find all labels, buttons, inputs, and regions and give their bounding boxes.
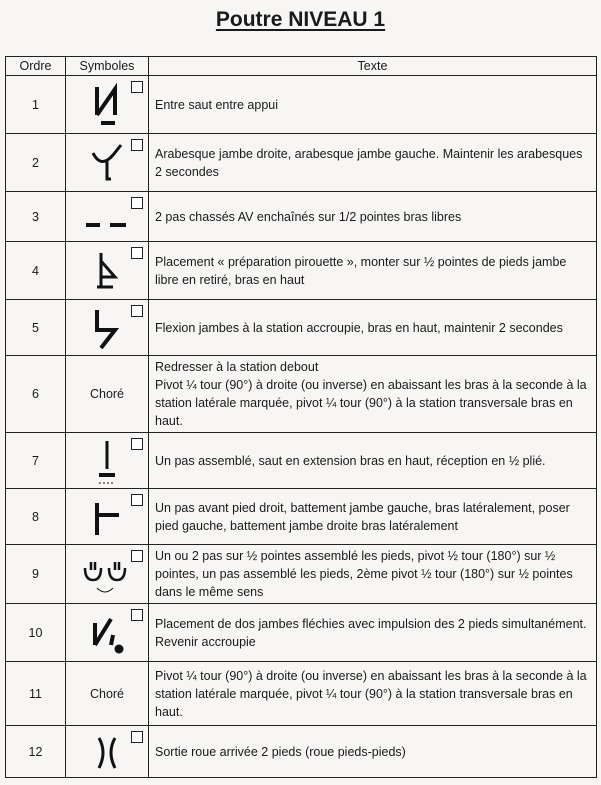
table-row xyxy=(6,242,597,300)
checkbox[interactable] xyxy=(131,438,143,450)
header-order: Ordre xyxy=(6,57,66,76)
row-symbol xyxy=(66,433,149,489)
page-title: Poutre NIVEAU 1 xyxy=(215,8,386,31)
row-symbol xyxy=(66,356,149,433)
row-text: Un pas assemblé, saut en extension bras en haut, réception en ½ plié. xyxy=(149,433,597,489)
row-order: 4 xyxy=(6,242,66,300)
table-row xyxy=(6,726,597,778)
checkbox[interactable] xyxy=(131,305,143,317)
checkbox[interactable] xyxy=(131,731,143,743)
row-symbol xyxy=(66,662,149,726)
row-symbol xyxy=(66,242,149,300)
table-row xyxy=(6,192,597,242)
exercise-table xyxy=(5,56,597,778)
row-order: 5 xyxy=(6,300,66,356)
table-row xyxy=(6,300,597,356)
row-order: 1 xyxy=(6,76,66,134)
saut-extension-icon xyxy=(87,437,127,485)
row-text: Un pas avant pied droit, battement jambe gauche, bras latéralement, poser pied gauche, battement jambe droite bras latéralement xyxy=(149,489,597,545)
row-text: Sortie roue arrivée 2 pieds (roue pieds-pieds) xyxy=(149,726,597,778)
row-text: Entre saut entre appui xyxy=(149,76,597,134)
row-order: 10 xyxy=(6,604,66,662)
table-row xyxy=(6,604,597,662)
table-row xyxy=(6,489,597,545)
checkbox[interactable] xyxy=(131,197,143,209)
pivot-icon xyxy=(79,550,135,598)
checkbox[interactable] xyxy=(131,139,143,151)
arabesque-icon xyxy=(87,139,127,187)
checkbox[interactable] xyxy=(131,550,143,562)
checkbox[interactable] xyxy=(131,494,143,506)
row-symbol xyxy=(66,192,149,242)
row-text: Redresser à la station debout Pivot ¼ tour (90°) à droite (ou inverse) en abaissant les bras à la seconde à la station latérale marquée, pivot ¼ tour (90°) à la station transversale bras en haut. xyxy=(149,356,597,433)
row-symbol xyxy=(66,726,149,778)
checkbox[interactable] xyxy=(131,609,143,621)
row-text: Un ou 2 pas sur ½ pointes assemblé les pieds, pivot ½ tour (180°) sur ½ pointes, un pas assemblé les pieds, 2ème pivot ½ tour (180°) sur ½ pointes dans le même sens xyxy=(149,545,597,604)
row-order: 8 xyxy=(6,489,66,545)
checkbox[interactable] xyxy=(131,81,143,93)
row-text: Flexion jambes à la station accroupie, bras en haut, maintenir 2 secondes xyxy=(149,300,597,356)
entre-saut-icon xyxy=(87,81,127,129)
checkbox[interactable] xyxy=(131,247,143,259)
row-symbol xyxy=(66,76,149,134)
symbol-text: Choré xyxy=(89,686,125,701)
table-row xyxy=(6,545,597,604)
pirouette-icon xyxy=(87,247,127,295)
table-row xyxy=(6,134,597,192)
row-text: 2 pas chassés AV enchaînés sur 1/2 pointes bras libres xyxy=(149,192,597,242)
flexion-icon xyxy=(87,304,127,352)
row-symbol xyxy=(66,134,149,192)
table-row xyxy=(6,433,597,489)
row-order: 12 xyxy=(6,726,66,778)
row-order: 2 xyxy=(6,134,66,192)
row-text: Placement « préparation pirouette », monter sur ½ pointes de pieds jambe libre en retiré, bras en haut xyxy=(149,242,597,300)
row-order: 9 xyxy=(6,545,66,604)
dos-impulsion-icon xyxy=(87,609,127,657)
table-row xyxy=(6,356,597,433)
symbol-text: Choré xyxy=(89,387,125,401)
row-symbol xyxy=(66,545,149,604)
pas-chasses-icon xyxy=(82,197,132,237)
table-row xyxy=(6,662,597,726)
table-row xyxy=(6,76,597,134)
battement-icon xyxy=(87,493,127,541)
row-text: Arabesque jambe droite, arabesque jambe gauche. Maintenir les arabesques 2 secondes xyxy=(149,134,597,192)
row-symbol xyxy=(66,604,149,662)
row-order: 6 xyxy=(6,356,66,433)
row-order: 11 xyxy=(6,662,66,726)
row-symbol xyxy=(66,300,149,356)
row-order: 7 xyxy=(6,433,66,489)
header-symbols: Symboles xyxy=(66,57,149,76)
row-text: Pivot ¼ tour (90°) à droite (ou inverse) en abaissant les bras à la seconde à la station latérale marquée, pivot ¼ tour (90°) à la station transversale bras en haut. xyxy=(149,662,597,726)
row-order: 3 xyxy=(6,192,66,242)
row-symbol xyxy=(66,489,149,545)
header-text: Texte xyxy=(149,57,597,76)
row-text: Placement de dos jambes fléchies avec impulsion des 2 pieds simultanément. Revenir accroupie xyxy=(149,604,597,662)
roue-icon xyxy=(87,730,127,774)
table-header-row xyxy=(6,57,597,76)
